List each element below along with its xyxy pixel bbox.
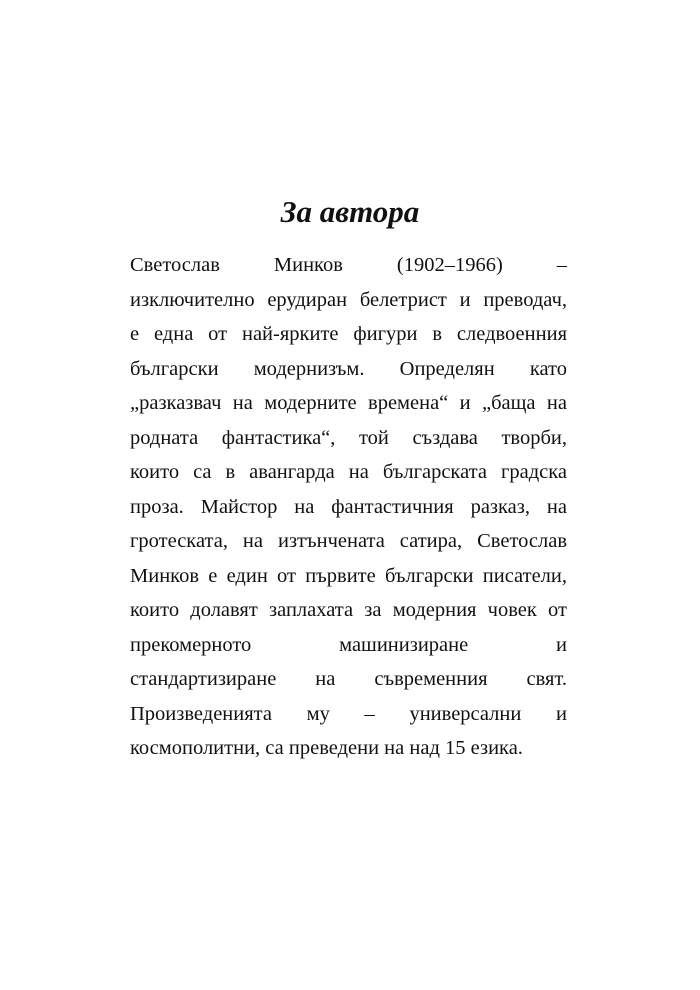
text-line: космополитни, са преведени на над 15 езика. xyxy=(130,737,523,759)
text-line: стандартизиране на съвременния свят. xyxy=(130,668,567,690)
text-line: Светослав Минков (1902–1966) – xyxy=(130,254,567,276)
text-line: родната фантастика“, той създава творби, xyxy=(130,426,567,449)
text-line: Произведенията му – универсални и xyxy=(130,702,567,725)
text-line: български модернизъм. Определян като xyxy=(130,357,567,380)
text-line: гротеската, на изтънчената сатира, Светослав xyxy=(130,530,567,552)
text-line: „разказвач на модерните времена“ и „баща на xyxy=(130,392,567,414)
text-line: прекомерното машинизиране и xyxy=(130,633,567,656)
text-line: които са в авангарда на българската градска xyxy=(130,461,567,483)
text-line: които долавят заплахата за модерния човек от xyxy=(130,599,567,621)
text-line: Минков е един от първите български писатели, xyxy=(130,564,567,587)
text-line: проза. Майстор на фантастичния разказ, на xyxy=(130,495,567,518)
text-line: е една от най-ярките фигури в следвоенния xyxy=(130,323,567,345)
author-bio-paragraph xyxy=(130,248,567,766)
page-title: За автора xyxy=(280,194,420,229)
text-line: изключително ерудиран белетрист и преводач, xyxy=(130,288,567,311)
